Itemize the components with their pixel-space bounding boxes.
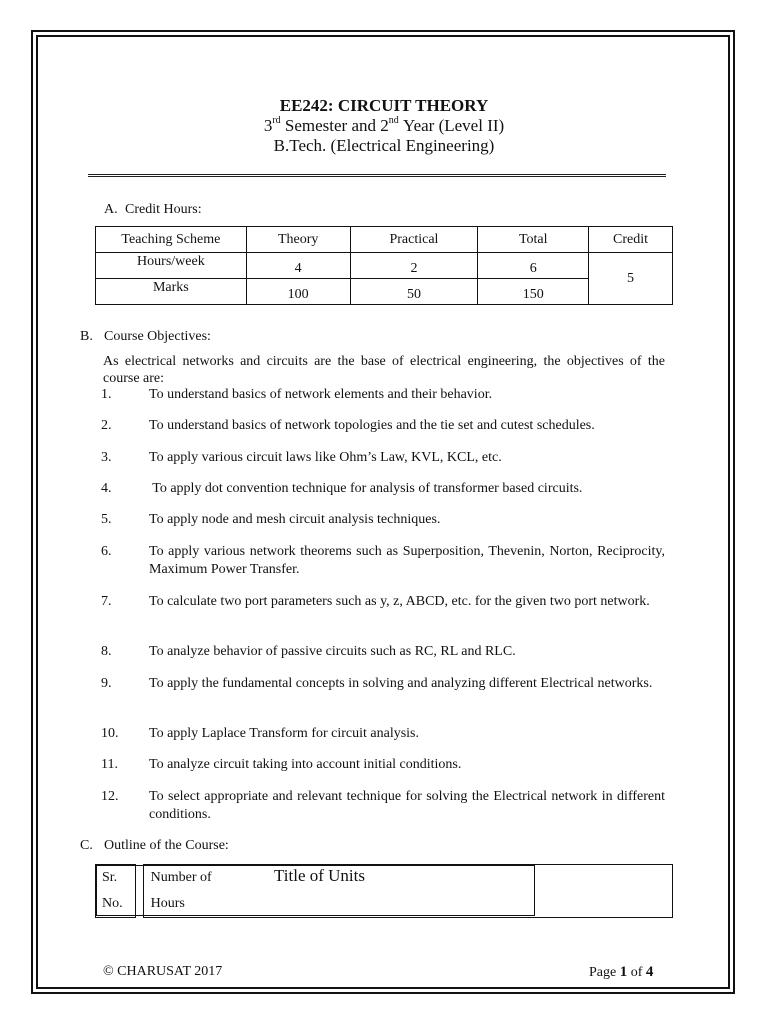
section-b-heading: B. Course Objectives:: [80, 329, 211, 344]
table-cell: 6: [478, 253, 589, 279]
table-row: [96, 865, 673, 918]
table-cell: 100: [246, 279, 350, 305]
title-of-units-header: Title of Units: [96, 865, 535, 916]
credit-cell: 5: [589, 253, 673, 305]
course-title: EE242: CIRCUIT THEORY: [279, 96, 489, 115]
section-a-heading: A. Credit Hours:: [104, 202, 202, 217]
table-cell: 2: [350, 253, 478, 279]
number-of-hours-header: Number of Hours: [143, 865, 672, 918]
header-cell: Theory: [246, 227, 350, 253]
header-cell: Total: [478, 227, 589, 253]
credit-table-header: [96, 227, 673, 253]
page-number: Page 1 of 4: [589, 964, 654, 980]
sr-no-header: Sr. No.: [96, 865, 136, 918]
header-cell: Practical: [350, 227, 478, 253]
table-row: [96, 279, 673, 305]
table-cell: 50: [350, 279, 478, 305]
copyright: © CHARUSAT 2017: [103, 964, 223, 979]
table-row: [96, 253, 673, 279]
section-c-heading: C. Outline of the Course:: [80, 838, 229, 853]
semester-line: 3rd Semester and 2nd Year (Level II): [263, 115, 505, 135]
row-label: Marks: [96, 279, 247, 305]
credit-hours-table: [95, 226, 673, 305]
course-outline-table: [95, 864, 673, 918]
row-label: Hours/week: [96, 253, 247, 279]
header-divider: [88, 174, 666, 177]
objectives-intro: As electrical networks and circuits are the base of electrical engineering, the objectives of the course are:: [103, 354, 665, 386]
table-cell: 4: [246, 253, 350, 279]
program-line: B.Tech. (Electrical Engineering): [273, 136, 495, 155]
header-cell: Teaching Scheme: [96, 227, 247, 253]
table-cell: 150: [478, 279, 589, 305]
header-cell: Credit: [589, 227, 673, 253]
